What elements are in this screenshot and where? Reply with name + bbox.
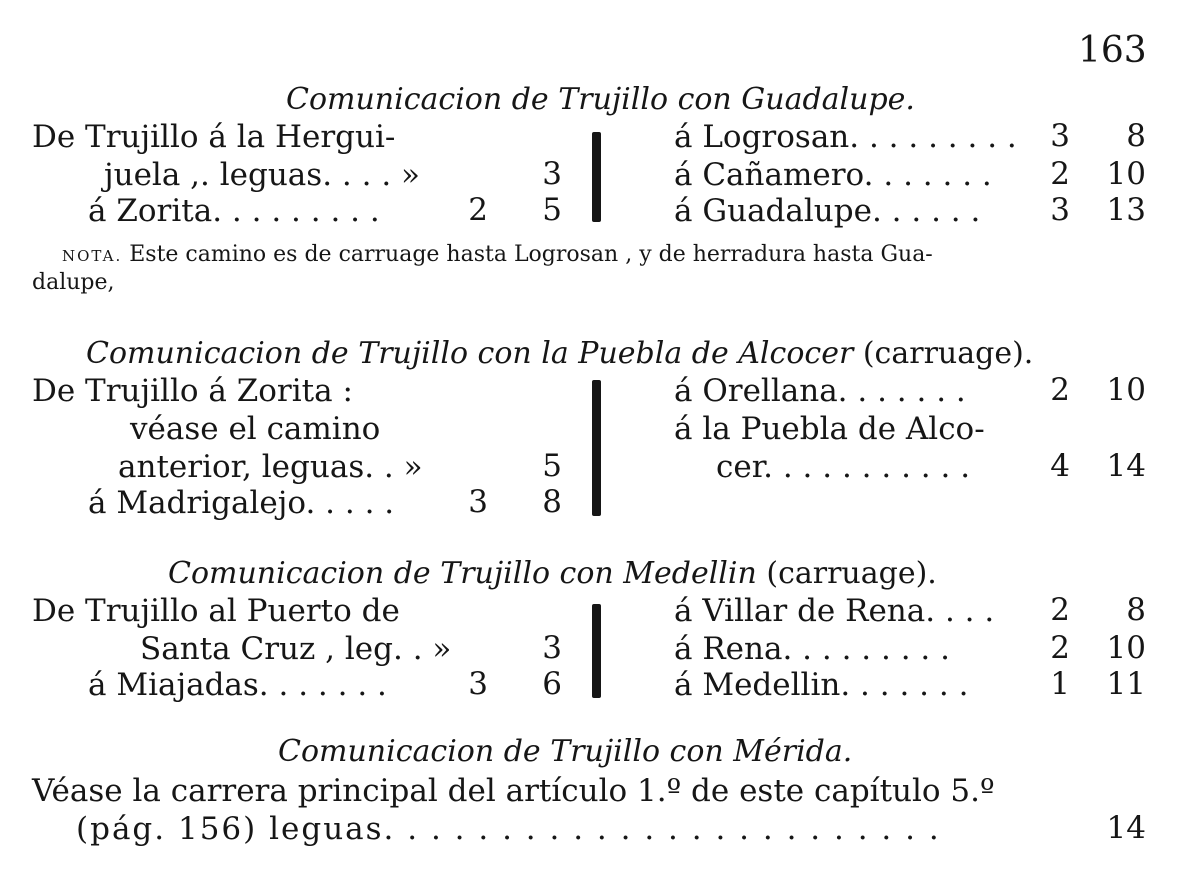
cumulative-value: 11 [1106, 666, 1146, 702]
section-title-text: Comunicacion de Trujillo con Guadalupe. [286, 82, 915, 117]
route-line: De Trujillo al Puerto de [32, 593, 400, 629]
route-line: Véase la carrera principal del artículo 1.º de este capítulo 5.º [32, 773, 995, 809]
column-separator [592, 604, 601, 698]
cumulative-value: 5 [542, 448, 562, 484]
section-title-text: Comunicacion de Trujillo con la Puebla de Alcocer [86, 336, 854, 371]
route-line: á Logrosan. . . . . . . . . [674, 119, 1017, 155]
column-separator [592, 132, 601, 222]
section-title-puebla [86, 336, 1033, 371]
route-line: De Trujillo á la Hergui- [32, 119, 396, 155]
leg-value: 3 [468, 666, 488, 702]
cumulative-value: 14 [1106, 810, 1146, 846]
cumulative-value: 8 [1126, 118, 1146, 154]
route-line: á Madrigalejo. . . . . [88, 485, 395, 521]
route-line: anterior, leguas. . » [118, 449, 423, 485]
note-line [62, 242, 933, 267]
route-line: De Trujillo á Zorita : [32, 373, 353, 409]
cumulative-value: 3 [542, 156, 562, 192]
route-line: á Guadalupe. . . . . . [674, 193, 981, 229]
cumulative-value: 10 [1106, 372, 1146, 408]
route-line: á Orellana. . . . . . . [674, 373, 966, 409]
cumulative-value: 8 [542, 484, 562, 520]
route-line: á Medellin. . . . . . . [674, 667, 969, 703]
route-line: Santa Cruz , leg. . » [140, 631, 452, 667]
route-line: á Rena. . . . . . . . . [674, 631, 950, 667]
route-line: juela ,. leguas. . . . » [104, 157, 420, 193]
cumulative-value: 5 [542, 192, 562, 228]
cumulative-value: 8 [1126, 592, 1146, 628]
route-line: cer. . . . . . . . . . . [716, 449, 971, 485]
route-line: á Villar de Rena. . . . [674, 593, 995, 629]
leg-value: 3 [468, 484, 488, 520]
cumulative-value: 14 [1106, 448, 1146, 484]
section-title-text: Comunicacion de Trujillo con Mérida. [278, 734, 853, 769]
route-line: (pág. 156) leguas. . . . . . . . . . . . . . . . . . . . . . . . [76, 811, 941, 847]
leg-value: 2 [1050, 592, 1070, 628]
route-line: á Zorita. . . . . . . . . [88, 193, 380, 229]
page-number: 163 [1078, 30, 1147, 71]
route-line: á Cañamero. . . . . . . [674, 157, 992, 193]
section-title-guadalupe [0, 82, 1201, 117]
leg-value: 3 [1050, 118, 1070, 154]
leg-value: 1 [1050, 666, 1070, 702]
leg-value: 2 [1050, 630, 1070, 666]
leg-value: 4 [1050, 448, 1070, 484]
cumulative-value: 10 [1106, 630, 1146, 666]
section-title-text: Comunicacion de Trujillo con Medellin [168, 556, 757, 591]
leg-value: 2 [1050, 372, 1070, 408]
note-line: dalupe, [32, 270, 115, 295]
cumulative-value: 3 [542, 630, 562, 666]
leg-value: 2 [468, 192, 488, 228]
cumulative-value: 6 [542, 666, 562, 702]
section-title-suffix: (carruage). [766, 556, 937, 591]
leg-value: 3 [1050, 192, 1070, 228]
note-text: Este camino es de carruage hasta Logrosan , y de herradura hasta Gua- [129, 242, 933, 267]
cumulative-value: 13 [1106, 192, 1146, 228]
note-label: NOTA. [62, 247, 123, 265]
leg-value: 2 [1050, 156, 1070, 192]
section-title-medellin [168, 556, 937, 591]
route-line: á la Puebla de Alco- [674, 411, 985, 447]
cumulative-value: 10 [1106, 156, 1146, 192]
section-title-suffix: (carruage). [862, 336, 1034, 371]
route-line: á Miajadas. . . . . . . [88, 667, 387, 703]
section-title-merida [278, 734, 852, 769]
route-line: véase el camino [130, 411, 381, 447]
column-separator [592, 380, 601, 516]
